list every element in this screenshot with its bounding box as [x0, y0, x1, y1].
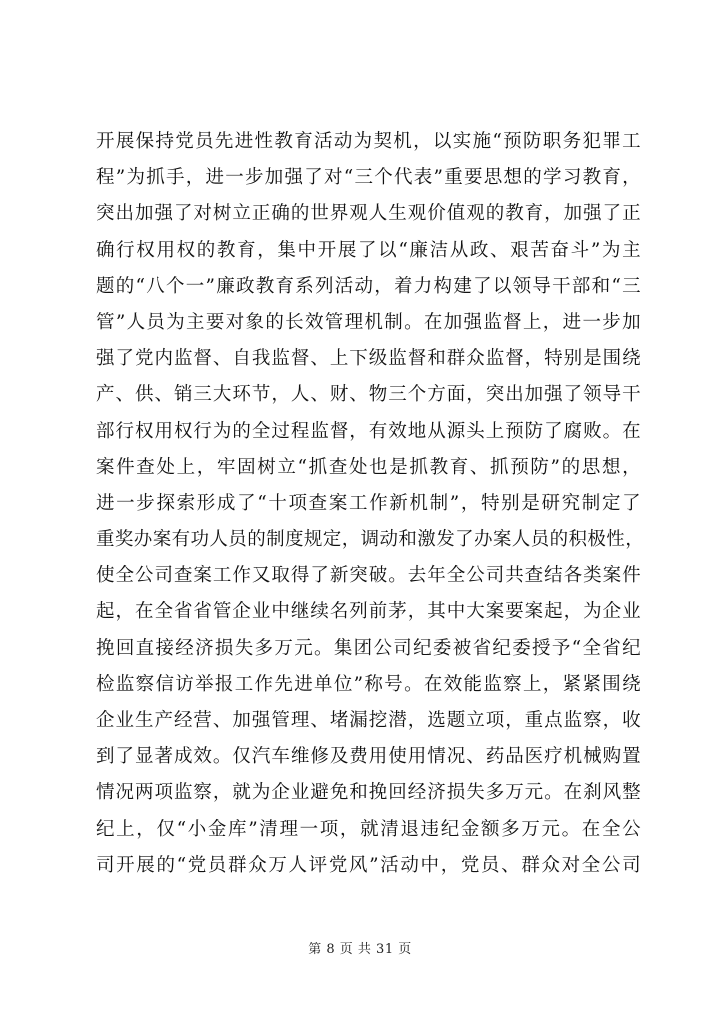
text-line: 突出加强了对树立正确的世界观人生观价值观的教育，加强了正 — [96, 203, 641, 225]
text-line: 重奖办案有功人员的制度规定，调动和激发了办案人员的积极性， — [96, 529, 645, 551]
text-line: 检监察信访举报工作先进单位”称号。在效能监察上，紧紧围绕 — [96, 673, 641, 695]
text-line: 司开展的“党员群众万人评党风”活动中，党员、群众对全公司 — [96, 854, 641, 876]
text-line: 到了显著成效。仅汽车维修及费用使用情况、药品医疗机械购置 — [96, 746, 641, 768]
text-line: 强了党内监督、自我监督、上下级监督和群众监督，特别是围绕 — [96, 348, 641, 370]
text-line: 纪上，仅“小金库”清理一项，就清退违纪金额多万元。在全公 — [96, 818, 641, 840]
text-line: 进一步探索形成了“十项查案工作新机制”，特别是研究制定了 — [96, 492, 641, 514]
text-line: 企业生产经营、加强管理、堵漏挖潜，选题立项，重点监察，收 — [96, 710, 641, 731]
text-line: 开展保持党员先进性教育活动为契机，以实施“预防职务犯罪工 — [96, 131, 641, 152]
text-line: 题的“八个一”廉政教育系列活动，着力构建了以领导干部和“三 — [96, 275, 641, 297]
text-line: 案件查处上，牢固树立“抓查处也是抓教育、抓预防”的思想， — [96, 456, 641, 478]
page-number-footer: 第 8 页 共 31 页 — [308, 942, 412, 957]
text-line: 情况两项监察，就为企业避免和挽回经济损失多万元。在刹风整 — [96, 782, 641, 804]
text-line: 程”为抓手，进一步加强了对“三个代表”重要思想的学习教育， — [96, 167, 641, 189]
text-line: 确行权用权的教育，集中开展了以“廉洁从政、艰苦奋斗”为主 — [96, 239, 641, 261]
text-line: 产、供、销三大环节，人、财、物三个方面，突出加强了领导干 — [96, 384, 641, 406]
text-line: 挽回直接经济损失多万元。集团公司纪委被省纪委授予“全省纪 — [96, 637, 641, 659]
text-line: 管”人员为主要对象的长效管理机制。在加强监督上，进一步加 — [96, 311, 641, 333]
text-line: 起，在全省省管企业中继续名列前茅，其中大案要案起，为企业 — [96, 601, 641, 623]
body-text — [96, 124, 645, 884]
text-line: 使全公司查案工作又取得了新突破。去年全公司共查结各类案件 — [96, 565, 641, 587]
text-line: 部行权用权行为的全过程监督，有效地从源头上预防了腐败。在 — [96, 420, 641, 442]
